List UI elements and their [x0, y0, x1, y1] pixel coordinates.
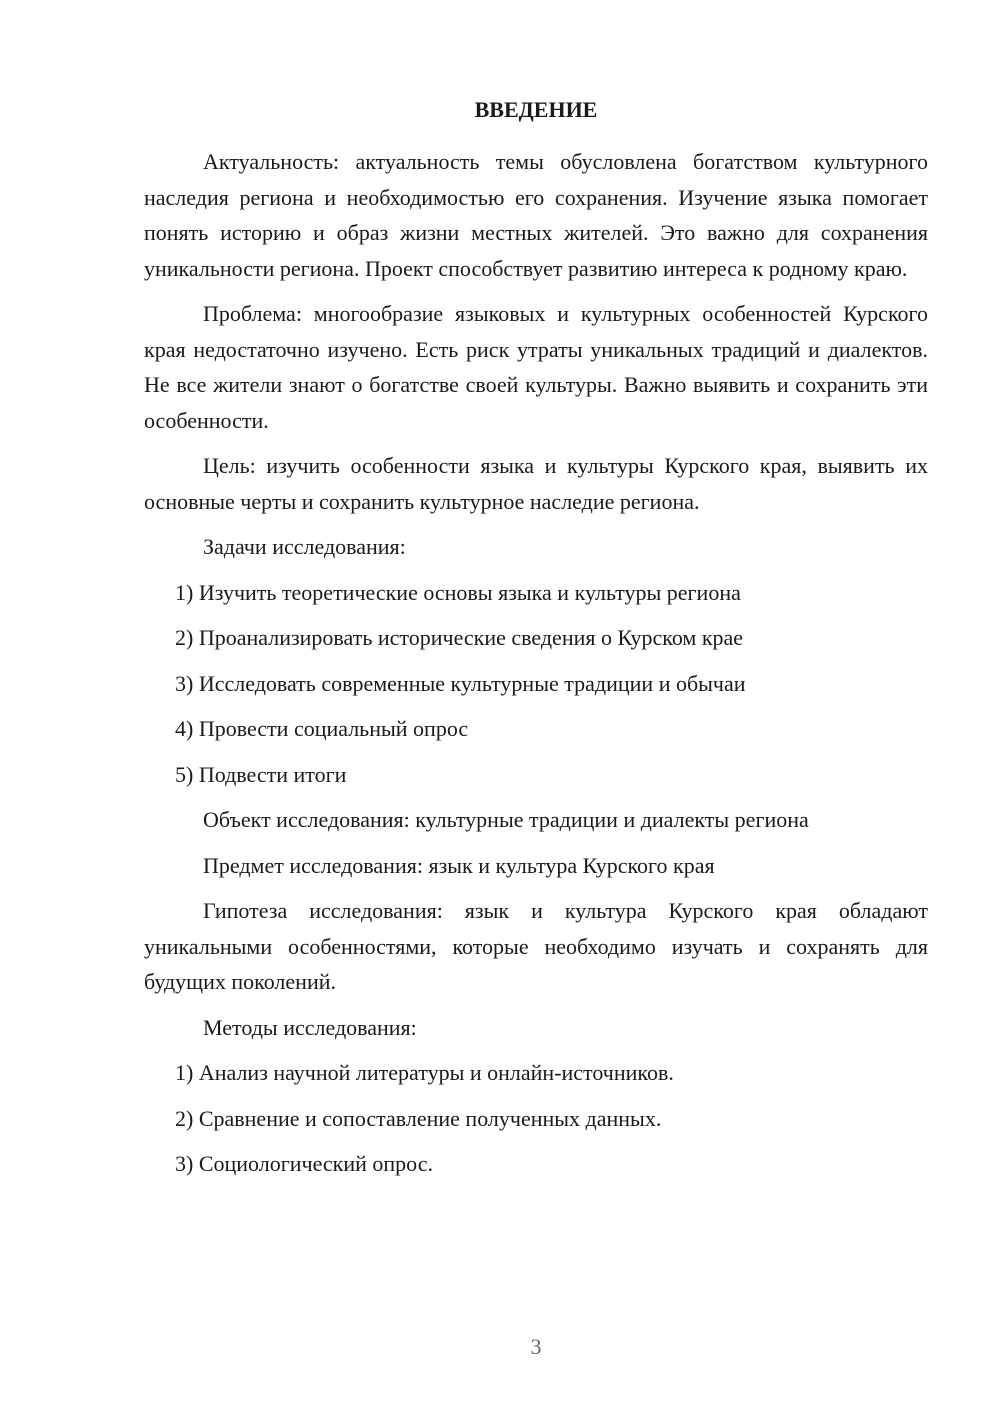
hypothesis-paragraph: Гипотеза исследования: язык и культура Курского края обладают уникальными особенностями, которые необходимо изучать и сохранять для будущих поколений.	[144, 898, 928, 994]
task-item: 4) Провести социальный опрос	[175, 716, 469, 741]
goal-paragraph: Цель: изучить особенности языка и культуры Курского края, выявить их основные черты и сохранить культурное наследие региона.	[144, 453, 928, 514]
methods-heading: Методы исследования:	[203, 1014, 417, 1040]
task-item: 2) Проанализировать исторические сведения о Курском крае	[175, 625, 744, 650]
research-object: Объект исследования: культурные традиции и диалекты региона	[203, 807, 809, 832]
page-content	[144, 92, 928, 1192]
research-subject: Предмет исследования: язык и культура Курского края	[203, 852, 715, 878]
methods-list	[144, 1055, 928, 1182]
section-heading: ВВЕДЕНИЕ	[474, 97, 598, 122]
task-item: 1) Изучить теоретические основы языка и культуры региона	[175, 579, 741, 605]
task-item: 5) Подвести итоги	[175, 761, 347, 787]
tasks-list	[144, 575, 928, 793]
page-number: 3	[530, 1334, 542, 1359]
method-item: 3) Социологический опрос.	[175, 1151, 433, 1176]
problem-paragraph: Проблема: многообразие языковых и культурных особенностей Курского края недостаточно изучено. Есть риск утраты уникальных традиций и диалектов. Не все жители знают о богатстве своей культуры. Важно выявить и сохранить эти особенности.	[144, 301, 928, 433]
method-item: 1) Анализ научной литературы и онлайн-источников.	[175, 1060, 674, 1085]
tasks-heading: Задачи исследования:	[203, 534, 406, 559]
task-item: 3) Исследовать современные культурные традиции и обычаи	[175, 670, 746, 696]
method-item: 2) Сравнение и сопоставление полученных данных.	[175, 1105, 662, 1131]
relevance-paragraph: Актуальность: актуальность темы обусловлена богатством культурного наследия региона и необходимостью его сохранения. Изучение языка помогает понять историю и образ жизни местных жителей. Это важно для сохранения уникальности региона. Проект способствует развитию интереса к родному краю.	[144, 149, 928, 281]
